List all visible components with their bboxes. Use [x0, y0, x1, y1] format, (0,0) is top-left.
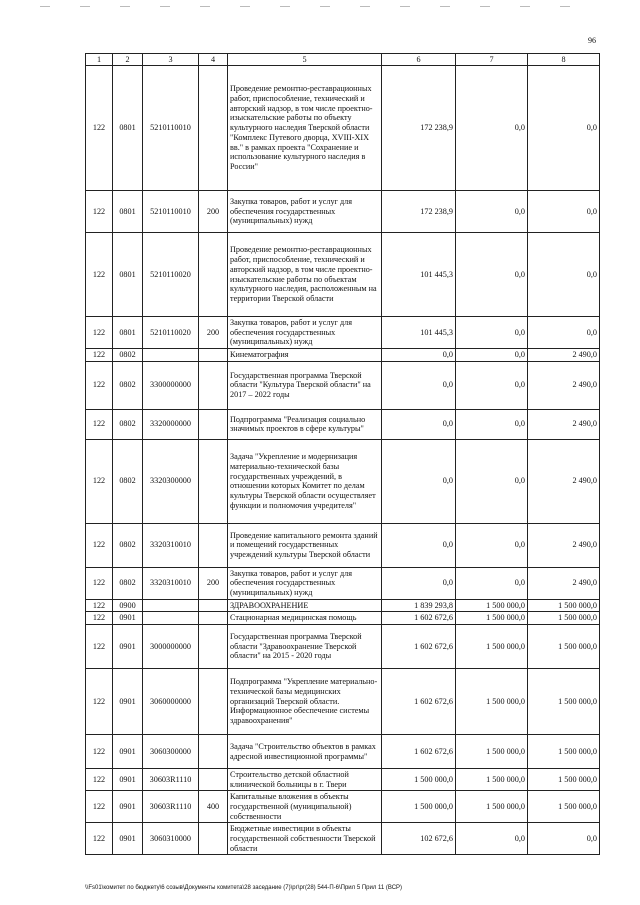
cell-amount-col7: 0,0	[456, 567, 528, 599]
cell-section-code: 0802	[113, 523, 143, 567]
table-row	[86, 599, 600, 612]
cell-item-name: Кинематография	[228, 349, 382, 362]
cell-amount-col6: 1 839 293,8	[382, 599, 456, 612]
cell-item-name: Государственная программа Тверской области "Здравоохранение Тверской области" на 2015 - 2020 годы	[228, 625, 382, 669]
page-number: 96	[588, 36, 596, 45]
cell-item-name: Закупка товаров, работ и услуг для обеспечения государственных (муниципальных) нужд	[228, 317, 382, 349]
cell-expense-type	[199, 409, 228, 439]
cell-amount-col7: 0,0	[456, 317, 528, 349]
cell-item-name: Проведение ремонтно-реставрационных работ, приспособление, технический и авторский надзор, в том числе проектно-изыскательские работы по объектам культурного наследия, расположенным на территории Тверской области	[228, 233, 382, 317]
cell-amount-col6: 102 672,6	[382, 823, 456, 855]
cell-admin-code: 122	[86, 349, 113, 362]
column-header: 3	[143, 54, 199, 66]
cell-amount-col6: 1 602 672,6	[382, 625, 456, 669]
cell-amount-col8: 2 490,0	[528, 567, 600, 599]
cell-section-code: 0801	[113, 66, 143, 191]
cell-target-code: 3300000000	[143, 361, 199, 409]
cell-target-code: 3320310010	[143, 567, 199, 599]
cell-expense-type	[199, 769, 228, 791]
cell-target-code: 3060000000	[143, 669, 199, 735]
budget-table	[85, 53, 600, 855]
cell-section-code: 0901	[113, 735, 143, 769]
column-header: 1	[86, 54, 113, 66]
cell-amount-col8: 1 500 000,0	[528, 625, 600, 669]
table-row	[86, 769, 600, 791]
cell-amount-col6: 1 602 672,6	[382, 735, 456, 769]
cell-admin-code: 122	[86, 599, 113, 612]
cell-admin-code: 122	[86, 523, 113, 567]
cell-amount-col8: 1 500 000,0	[528, 669, 600, 735]
cell-amount-col7: 0,0	[456, 349, 528, 362]
cell-amount-col7: 1 500 000,0	[456, 625, 528, 669]
cell-expense-type	[199, 439, 228, 523]
table-row	[86, 612, 600, 625]
cell-target-code: 30603R1110	[143, 769, 199, 791]
cell-item-name: ЗДРАВООХРАНЕНИЕ	[228, 599, 382, 612]
cell-target-code: 3320300000	[143, 439, 199, 523]
table-row	[86, 567, 600, 599]
cell-item-name: Подпрограмма "Укрепление материально-технической базы медицинских организаций Тверской области. Информационное обеспечение системы здравоохранения"	[228, 669, 382, 735]
cell-admin-code: 122	[86, 567, 113, 599]
cell-section-code: 0900	[113, 599, 143, 612]
cell-amount-col7: 1 500 000,0	[456, 791, 528, 823]
cell-admin-code: 122	[86, 361, 113, 409]
cell-section-code: 0901	[113, 612, 143, 625]
cell-target-code: 3320000000	[143, 409, 199, 439]
cell-amount-col6: 0,0	[382, 439, 456, 523]
table-row	[86, 823, 600, 855]
cell-target-code: 30603R1110	[143, 791, 199, 823]
cell-amount-col8: 1 500 000,0	[528, 735, 600, 769]
table-row	[86, 317, 600, 349]
cell-amount-col7: 0,0	[456, 409, 528, 439]
scan-top-artifact	[40, 6, 600, 7]
cell-admin-code: 122	[86, 191, 113, 233]
cell-admin-code: 122	[86, 791, 113, 823]
cell-expense-type: 200	[199, 317, 228, 349]
cell-amount-col7: 0,0	[456, 523, 528, 567]
cell-section-code: 0801	[113, 233, 143, 317]
cell-amount-col8: 0,0	[528, 317, 600, 349]
cell-expense-type	[199, 669, 228, 735]
cell-expense-type	[199, 66, 228, 191]
cell-section-code: 0802	[113, 409, 143, 439]
cell-amount-col8: 2 490,0	[528, 439, 600, 523]
cell-target-code: 3000000000	[143, 625, 199, 669]
cell-amount-col6: 0,0	[382, 349, 456, 362]
cell-expense-type	[199, 349, 228, 362]
cell-amount-col6: 172 238,9	[382, 191, 456, 233]
cell-section-code: 0801	[113, 191, 143, 233]
cell-expense-type: 200	[199, 191, 228, 233]
cell-amount-col7: 1 500 000,0	[456, 735, 528, 769]
cell-item-name: Государственная программа Тверской области "Культура Тверской области" на 2017 – 2022 годы	[228, 361, 382, 409]
cell-section-code: 0802	[113, 361, 143, 409]
cell-amount-col8: 2 490,0	[528, 409, 600, 439]
cell-amount-col8: 2 490,0	[528, 523, 600, 567]
cell-amount-col7: 0,0	[456, 233, 528, 317]
cell-amount-col6: 1 602 672,6	[382, 669, 456, 735]
cell-amount-col8: 1 500 000,0	[528, 791, 600, 823]
table-row	[86, 439, 600, 523]
cell-expense-type	[199, 599, 228, 612]
cell-target-code: 5210110020	[143, 317, 199, 349]
cell-admin-code: 122	[86, 625, 113, 669]
cell-amount-col8: 1 500 000,0	[528, 612, 600, 625]
table-row	[86, 791, 600, 823]
cell-expense-type	[199, 625, 228, 669]
cell-admin-code: 122	[86, 735, 113, 769]
cell-item-name: Проведение капитального ремонта зданий и помещений государственных учреждений культуры Тверской области	[228, 523, 382, 567]
cell-amount-col8: 2 490,0	[528, 349, 600, 362]
column-header: 6	[382, 54, 456, 66]
cell-item-name: Подпрограмма "Реализация социально значимых проектов в сфере культуры"	[228, 409, 382, 439]
cell-amount-col7: 0,0	[456, 439, 528, 523]
cell-amount-col6: 1 500 000,0	[382, 791, 456, 823]
table-row	[86, 523, 600, 567]
cell-target-code: 3320310010	[143, 523, 199, 567]
cell-target-code: 5210110020	[143, 233, 199, 317]
cell-admin-code: 122	[86, 439, 113, 523]
cell-item-name: Бюджетные инвестиции в объекты государственной собственности Тверской области	[228, 823, 382, 855]
cell-section-code: 0901	[113, 791, 143, 823]
table-row	[86, 361, 600, 409]
cell-target-code	[143, 599, 199, 612]
cell-section-code: 0802	[113, 349, 143, 362]
cell-amount-col8: 1 500 000,0	[528, 769, 600, 791]
cell-admin-code: 122	[86, 233, 113, 317]
cell-admin-code: 122	[86, 669, 113, 735]
cell-expense-type	[199, 735, 228, 769]
cell-admin-code: 122	[86, 409, 113, 439]
cell-admin-code: 122	[86, 66, 113, 191]
cell-section-code: 0901	[113, 769, 143, 791]
cell-amount-col8: 0,0	[528, 823, 600, 855]
cell-amount-col7: 1 500 000,0	[456, 669, 528, 735]
cell-expense-type	[199, 361, 228, 409]
cell-target-code	[143, 349, 199, 362]
cell-admin-code: 122	[86, 317, 113, 349]
cell-item-name: Строительство детской областной клинической больницы в г. Твери	[228, 769, 382, 791]
cell-amount-col8: 1 500 000,0	[528, 599, 600, 612]
table-row	[86, 349, 600, 362]
cell-item-name: Стационарная медицинская помощь	[228, 612, 382, 625]
cell-expense-type: 400	[199, 791, 228, 823]
cell-amount-col8: 0,0	[528, 191, 600, 233]
cell-amount-col7: 1 500 000,0	[456, 599, 528, 612]
cell-item-name: Закупка товаров, работ и услуг для обеспечения государственных (муниципальных) нужд	[228, 191, 382, 233]
cell-section-code: 0901	[113, 823, 143, 855]
budget-table-body	[86, 54, 600, 855]
cell-item-name: Закупка товаров, работ и услуг для обеспечения государственных (муниципальных) нужд	[228, 567, 382, 599]
column-header: 2	[113, 54, 143, 66]
cell-admin-code: 122	[86, 612, 113, 625]
cell-amount-col8: 0,0	[528, 233, 600, 317]
cell-amount-col8: 2 490,0	[528, 361, 600, 409]
cell-amount-col6: 101 445,3	[382, 317, 456, 349]
cell-amount-col7: 0,0	[456, 361, 528, 409]
cell-expense-type	[199, 823, 228, 855]
cell-amount-col8: 0,0	[528, 66, 600, 191]
cell-item-name: Капитальные вложения в объекты государственной (муниципальной) собственности	[228, 791, 382, 823]
table-row	[86, 625, 600, 669]
table-row	[86, 669, 600, 735]
column-header: 4	[199, 54, 228, 66]
cell-target-code	[143, 612, 199, 625]
column-header: 5	[228, 54, 382, 66]
cell-section-code: 0901	[113, 625, 143, 669]
column-header: 8	[528, 54, 600, 66]
cell-expense-type	[199, 523, 228, 567]
cell-amount-col7: 0,0	[456, 823, 528, 855]
table-row	[86, 233, 600, 317]
cell-amount-col6: 172 238,9	[382, 66, 456, 191]
table-row	[86, 66, 600, 191]
column-header: 7	[456, 54, 528, 66]
cell-admin-code: 122	[86, 769, 113, 791]
cell-amount-col7: 1 500 000,0	[456, 612, 528, 625]
cell-amount-col6: 0,0	[382, 409, 456, 439]
cell-section-code: 0802	[113, 439, 143, 523]
cell-amount-col6: 101 445,3	[382, 233, 456, 317]
column-number-row	[86, 54, 600, 66]
cell-section-code: 0801	[113, 317, 143, 349]
cell-target-code: 3060310000	[143, 823, 199, 855]
cell-amount-col7: 0,0	[456, 66, 528, 191]
cell-target-code: 3060300000	[143, 735, 199, 769]
cell-section-code: 0901	[113, 669, 143, 735]
cell-admin-code: 122	[86, 823, 113, 855]
cell-amount-col6: 0,0	[382, 361, 456, 409]
cell-amount-col7: 1 500 000,0	[456, 769, 528, 791]
cell-item-name: Задача "Строительство объектов в рамках адресной инвестиционной программы"	[228, 735, 382, 769]
cell-amount-col6: 1 500 000,0	[382, 769, 456, 791]
cell-amount-col6: 1 602 672,6	[382, 612, 456, 625]
cell-expense-type	[199, 612, 228, 625]
cell-amount-col6: 0,0	[382, 523, 456, 567]
table-row	[86, 735, 600, 769]
cell-expense-type	[199, 233, 228, 317]
cell-amount-col6: 0,0	[382, 567, 456, 599]
cell-target-code: 5210110010	[143, 191, 199, 233]
cell-expense-type: 200	[199, 567, 228, 599]
cell-item-name: Задача "Укрепление и модернизация материально-технической базы государственных учреждений, в отношении которых Комитет по делам культуры Тверской области осуществляет функции и полномочия учредителя"	[228, 439, 382, 523]
file-path-footer: \\Fs01\комитет по бюджету\6 созыв\Документы комитета\28 заседание (7)\рг\рг(28) 544-П-6\Прил 5 Прил 11 (ВСР)	[85, 885, 403, 891]
cell-section-code: 0802	[113, 567, 143, 599]
cell-target-code: 5210110010	[143, 66, 199, 191]
cell-amount-col7: 0,0	[456, 191, 528, 233]
table-row	[86, 191, 600, 233]
cell-item-name: Проведение ремонтно-реставрационных работ, приспособление, технический и авторский надзор, в том числе проектно-изыскательские работы по объекту культурного наследия Тверской области "Комплекс Путевого дворца, XVIII-XIX вв." в рамках проекта "Сохранение и использование культурного наследия в России"	[228, 66, 382, 191]
table-row	[86, 409, 600, 439]
